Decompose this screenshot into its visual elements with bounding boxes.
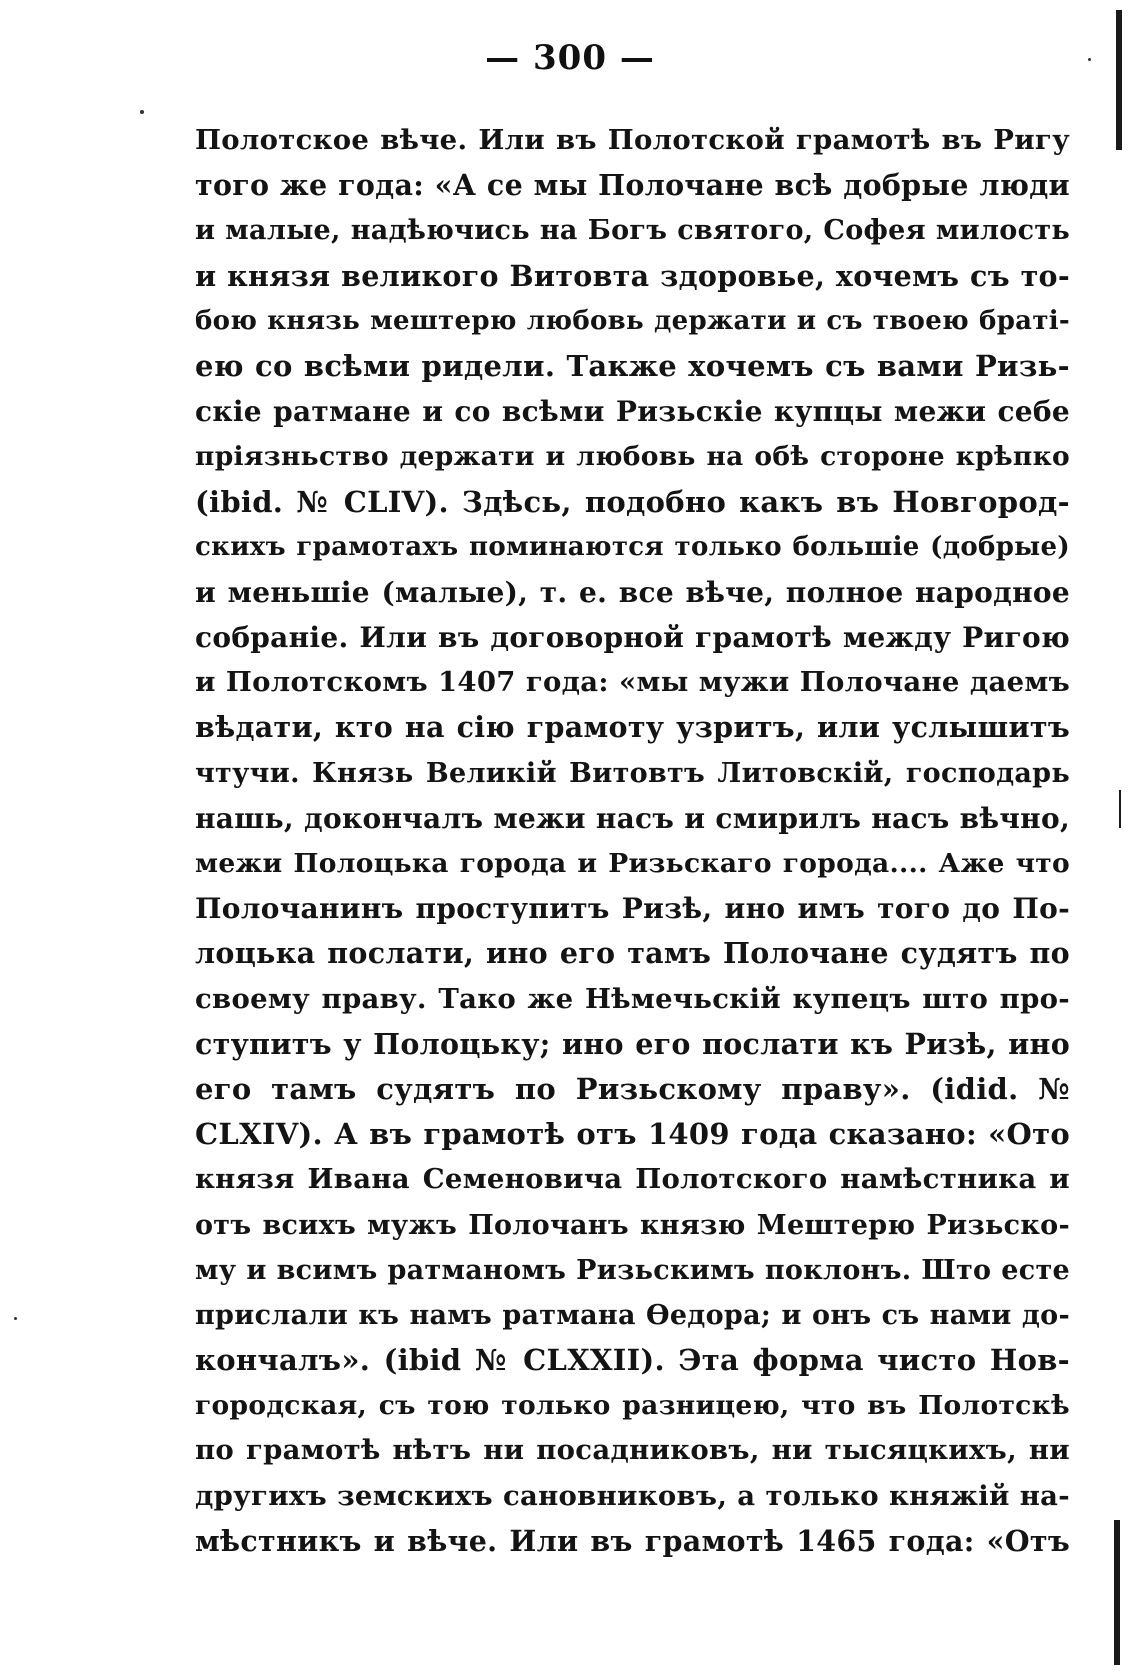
text-line: Полочанинъ проступитъ Ризѣ, ино имъ того до По-	[195, 892, 1070, 926]
text-line: вѣдати, кто на сію грамоту узритъ, или услышитъ	[195, 710, 1070, 745]
text-line: городская, съ тою только разницею, что въ Полотскѣ	[195, 1390, 1070, 1422]
text-line: и князя великого Витовта здоровье, хочемъ съ то-	[195, 258, 1070, 293]
text-line: другихъ земскихъ сановниковъ, а только княжій на-	[195, 1479, 1070, 1512]
text-line: его тамъ судятъ по Ризьскому праву». (idid. №	[195, 1071, 1070, 1106]
text-line: того же года: «А се мы Полочане всѣ добрые люди	[195, 168, 1070, 203]
page-edge-mark-middle	[1119, 790, 1121, 828]
print-speck	[140, 110, 144, 114]
text-line: межи Полоцька города и Ризьскаго города.... Аже что	[195, 848, 1070, 879]
text-line: собраніе. Или въ договорной грамотѣ между Ригою	[195, 621, 1070, 655]
text-line: нашь, докончалъ межи насъ и смирилъ насъ вѣчно,	[195, 801, 1070, 835]
text-line: скіе ратмане и со всѣми Ризьскіе купцы межи себе	[195, 395, 1070, 429]
text-line: по грамотѣ нѣтъ ни посадниковъ, ни тысяцкихъ, ни	[195, 1434, 1070, 1467]
text-line: ею со всѣми ридели. Также хочемъ съ вами Ризь-	[195, 348, 1070, 383]
text-line: скихъ грамотахъ поминаются только большіе (добрые)	[195, 531, 1070, 562]
text-line: бою князь мештерю любовь держати и съ твоею браті-	[195, 305, 1070, 336]
text-line: и малые, надѣючись на Богъ святого, Софея милость	[195, 215, 1070, 247]
text-line: мѣстникъ и вѣче. Или въ грамотѣ 1465 года: «Отъ	[195, 1523, 1070, 1558]
page-number: — 300 —	[485, 38, 655, 78]
text-line: пріязньство держати и любовь на обѣ стороне крѣпко	[195, 441, 1070, 473]
print-speck	[14, 1317, 17, 1320]
text-line: кончалъ». (ibid № CLXXII). Эта форма чисто Нов-	[195, 1343, 1070, 1378]
text-line: прислали къ намъ ратмана Өедора; и онъ съ нами до-	[195, 1299, 1070, 1331]
text-line: и меньшіе (малые), т. е. все вѣче, полное народное	[195, 575, 1070, 609]
text-line: чтучи. Князь Великій Витовтъ Литовскій, господарь	[195, 757, 1070, 789]
body-text	[195, 118, 1070, 1564]
text-line: князя Ивана Семеновича Полотского намѣстника и	[195, 1163, 1070, 1196]
text-line: (ibid. № CLIV). Здѣсь, подобно какъ въ Новгород-	[195, 484, 1070, 519]
text-line: своему праву. Тако же Нѣмечьскій купецъ што про-	[195, 982, 1070, 1015]
page-edge-mark-top	[1116, 10, 1122, 150]
page-edge-mark-bottom	[1114, 1520, 1120, 1665]
text-line: отъ всихъ мужъ Полочанъ князю Мештерю Ризьско-	[195, 1209, 1070, 1241]
text-line: и Полотскомъ 1407 года: «мы мужи Полочане даемъ	[195, 666, 1070, 699]
text-line: лоцька послати, ино его тамъ Полочане судятъ по	[195, 936, 1070, 971]
text-line: му и всимъ ратманомъ Ризьскимъ поклонъ. Што есте	[195, 1254, 1070, 1286]
text-line: CLXIV). А въ грамотѣ отъ 1409 года сказано: «Ото	[195, 1117, 1070, 1152]
text-line: ступитъ у Полоцьку; ино его послати къ Ризѣ, ино	[195, 1026, 1070, 1061]
text-line: Полотское вѣче. Или въ Полотской грамотѣ въ Ригу	[195, 124, 1070, 156]
